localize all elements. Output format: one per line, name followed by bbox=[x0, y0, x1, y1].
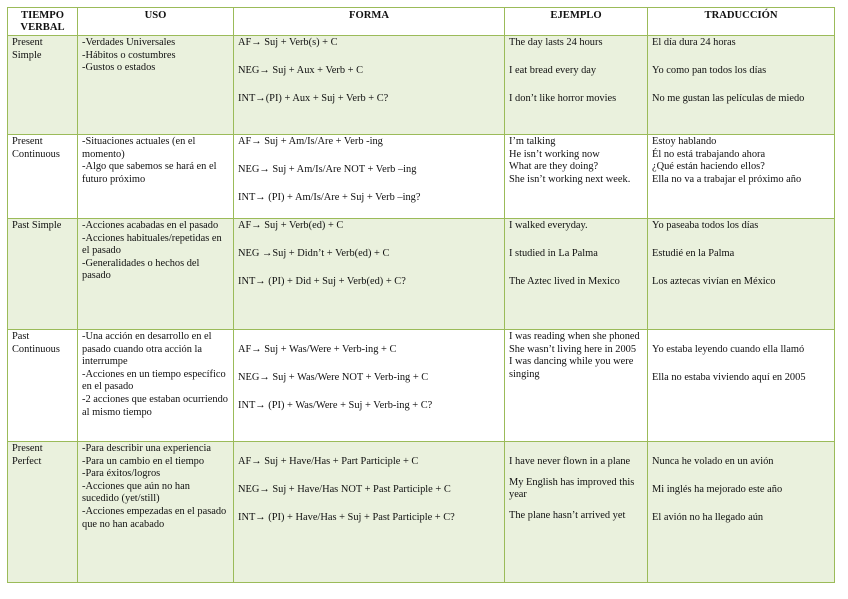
uso-line: -Generalidades o hechos del pasado bbox=[82, 257, 200, 282]
grammar-table bbox=[7, 7, 835, 583]
ejemplo-line: She wasn’t living here in 2005 bbox=[509, 343, 637, 355]
uso-line: -Hábitos o costumbres bbox=[82, 49, 176, 61]
uso-cell bbox=[78, 135, 234, 219]
uso-cell bbox=[78, 36, 234, 135]
ejemplo-line: I have never flown in a plane bbox=[509, 456, 631, 467]
ejemplo-line: I don’t like horror movies bbox=[509, 93, 617, 105]
uso-line: -Para un cambio en el tiempo bbox=[82, 455, 205, 467]
uso-cell bbox=[78, 330, 234, 442]
tense-line: Past Simple bbox=[12, 220, 62, 231]
tense-line: Continuous bbox=[12, 343, 60, 355]
forma-cell bbox=[234, 135, 505, 219]
ejemplo-line: The Aztec lived in Mexico bbox=[509, 276, 620, 288]
traduccion-cell bbox=[648, 219, 835, 330]
ejemplo-line: She isn’t working next week. bbox=[509, 173, 631, 185]
ejemplo-line: The day lasts 24 hours bbox=[509, 37, 603, 48]
traduccion-cell bbox=[648, 330, 835, 442]
table-row bbox=[8, 330, 835, 442]
traduccion-cell bbox=[648, 36, 835, 135]
tense-line: Continuous bbox=[12, 148, 60, 160]
forma-cell bbox=[234, 330, 505, 442]
tense-line: Perfect bbox=[12, 455, 42, 467]
forma-cell bbox=[234, 36, 505, 135]
forma-cell bbox=[234, 219, 505, 330]
forma-line: AF→ Suj + Am/Is/Are + Verb -ing bbox=[238, 136, 383, 147]
tense-line: Present bbox=[12, 443, 43, 454]
forma-line: INT→(PI) + Aux + Suj + Verb + C? bbox=[238, 93, 389, 105]
forma-line: INT→ (PI) + Have/Has + Suj + Past Participle + C? bbox=[238, 512, 455, 524]
tense-cell bbox=[8, 442, 78, 583]
forma-line: NEG→ Suj + Was/Were NOT + Verb-ing + C bbox=[238, 372, 429, 384]
ejemplo-line: What are they doing? bbox=[509, 161, 599, 173]
uso-cell bbox=[78, 219, 234, 330]
traduccion-line: Estoy hablando bbox=[652, 136, 717, 147]
forma-line: INT→ (PI) + Did + Suj + Verb(ed) + C? bbox=[238, 276, 406, 288]
uso-line: -Una acción en desarrollo en el pasado cuando otra acción la interrumpe bbox=[82, 331, 212, 368]
forma-line: INT→ (PI) + Am/Is/Are + Suj + Verb –ing? bbox=[238, 192, 421, 204]
traduccion-line: No me gustan las películas de miedo bbox=[652, 93, 805, 105]
uso-line: -Verdades Universales bbox=[82, 37, 176, 48]
uso-line: -Algo que sabemos se hará en el futuro próximo bbox=[82, 161, 217, 185]
ejemplo-cell bbox=[505, 219, 648, 330]
forma-line: AF→ Suj + Verb(s) + C bbox=[238, 37, 338, 48]
traduccion-cell bbox=[648, 442, 835, 583]
tense-line: Simple bbox=[12, 49, 42, 61]
forma-line: NEG →Suj + Didn’t + Verb(ed) + C bbox=[238, 248, 390, 260]
tense-cell bbox=[8, 135, 78, 219]
traduccion-line: Nunca he volado en un avión bbox=[652, 456, 774, 467]
traduccion-line: Yo estaba leyendo cuando ella llamó bbox=[652, 344, 805, 355]
tense-cell bbox=[8, 330, 78, 442]
uso-line: -Acciones acabadas en el pasado bbox=[82, 220, 219, 231]
header-uso: USO bbox=[78, 8, 234, 36]
header-tiempo-verbal: TIEMPO VERBAL bbox=[8, 8, 78, 36]
ejemplo-cell bbox=[505, 36, 648, 135]
traduccion-line: Él no está trabajando ahora bbox=[652, 148, 766, 160]
header-traduccion: TRADUCCIÓN bbox=[648, 8, 835, 36]
ejemplo-line: I was dancing while you were singing bbox=[509, 356, 634, 380]
traduccion-line: Yo paseaba todos los días bbox=[652, 220, 759, 231]
traduccion-line: El día dura 24 horas bbox=[652, 37, 736, 48]
table-row bbox=[8, 219, 835, 330]
traduccion-line: Los aztecas vivían en México bbox=[652, 276, 776, 288]
ejemplo-line: I walked everyday. bbox=[509, 220, 588, 231]
header-ejemplo: EJEMPLO bbox=[505, 8, 648, 36]
table-row bbox=[8, 36, 835, 135]
traduccion-line: Mi inglés ha mejorado este año bbox=[652, 484, 783, 496]
tense-line: Present bbox=[12, 136, 43, 147]
tense-line: Present bbox=[12, 37, 43, 48]
header-row bbox=[8, 8, 835, 36]
forma-line: AF→ Suj + Was/Were + Verb-ing + C bbox=[238, 344, 397, 355]
traduccion-line: ¿Qué están haciendo ellos? bbox=[652, 161, 765, 173]
uso-line: -Acciones habituales/repetidas en el pasado bbox=[82, 232, 222, 257]
ejemplo-cell bbox=[505, 442, 648, 583]
uso-cell bbox=[78, 442, 234, 583]
ejemplo-cell bbox=[505, 135, 648, 219]
traduccion-line: Estudié en la Palma bbox=[652, 248, 735, 260]
tense-line: Past bbox=[12, 331, 30, 342]
ejemplo-line: I eat bread every day bbox=[509, 65, 597, 77]
forma-line: NEG→ Suj + Am/Is/Are NOT + Verb –ing bbox=[238, 164, 417, 176]
traduccion-line: Yo como pan todos los días bbox=[652, 65, 767, 77]
traduccion-line: Ella no estaba viviendo aquí en 2005 bbox=[652, 372, 806, 384]
forma-line: NEG→ Suj + Aux + Verb + C bbox=[238, 65, 364, 77]
uso-line: -Para éxitos/logros bbox=[82, 468, 161, 480]
forma-line: AF→ Suj + Have/Has + Part Participle + C bbox=[238, 456, 419, 467]
ejemplo-cell bbox=[505, 330, 648, 442]
header-forma: FORMA bbox=[234, 8, 505, 36]
forma-line: NEG→ Suj + Have/Has NOT + Past Participle + C bbox=[238, 484, 451, 496]
traduccion-line: El avión no ha llegado aún bbox=[652, 512, 764, 524]
forma-line: AF→ Suj + Verb(ed) + C bbox=[238, 220, 344, 231]
ejemplo-line: The plane hasn’t arrived yet bbox=[509, 509, 626, 521]
tense-cell bbox=[8, 36, 78, 135]
uso-line: -Acciones que aún no han sucedido (yet/still) bbox=[82, 480, 190, 505]
forma-cell bbox=[234, 442, 505, 583]
uso-line: -Acciones en un tiempo específico en el pasado bbox=[82, 368, 226, 393]
uso-line: -2 acciones que estaban ocurriendo al mismo tiempo bbox=[82, 393, 228, 418]
uso-line: -Gustos o estados bbox=[82, 62, 156, 74]
ejemplo-line: I’m talking bbox=[509, 136, 556, 147]
table-row bbox=[8, 442, 835, 583]
ejemplo-line: He isn’t working now bbox=[509, 148, 600, 160]
traduccion-cell bbox=[648, 135, 835, 219]
forma-line: INT→ (PI) + Was/Were + Suj + Verb-ing + C? bbox=[238, 400, 433, 412]
uso-line: -Situaciones actuales (en el momento) bbox=[82, 136, 196, 160]
tense-cell bbox=[8, 219, 78, 330]
traduccion-line: Ella no va a trabajar el próximo año bbox=[652, 173, 802, 185]
table-row bbox=[8, 135, 835, 219]
ejemplo-line: My English has improved this year bbox=[509, 476, 635, 501]
ejemplo-line: I was reading when she phoned bbox=[509, 331, 640, 342]
uso-line: -Acciones empezadas en el pasado que no han acabado bbox=[82, 505, 227, 530]
uso-line: -Para describir una experiencia bbox=[82, 443, 211, 454]
ejemplo-line: I studied in La Palma bbox=[509, 248, 598, 260]
